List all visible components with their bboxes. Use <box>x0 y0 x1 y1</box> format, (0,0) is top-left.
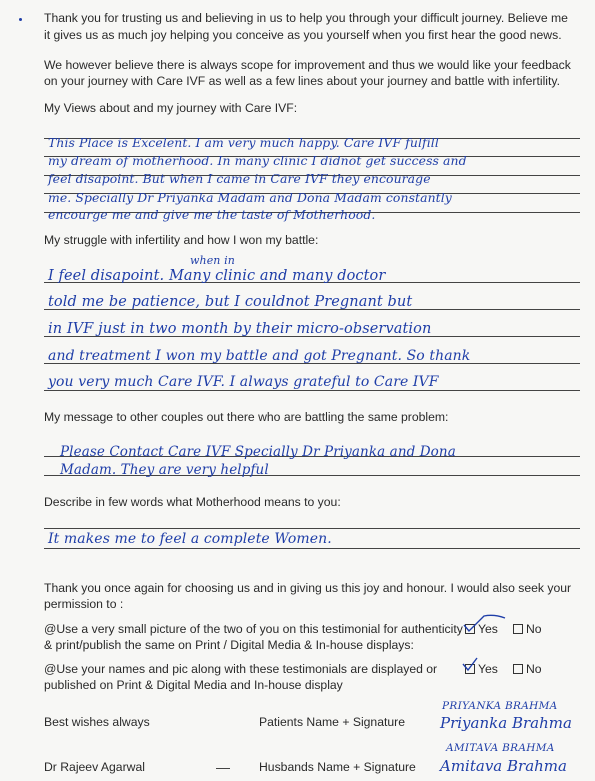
check-mark-icon <box>460 612 508 634</box>
views-answer-line-3: feel disapoint. But when I came in Care IVF they encourage <box>48 171 431 186</box>
consent-names-yes-label: Yes <box>478 662 498 676</box>
views-answer-line-2: my dream of motherhood. In many clinic I didnot get success and <box>48 153 467 168</box>
message-answer-line-1: Please Contact Care IVF Specially Dr Priyanka and Dona <box>60 444 456 460</box>
question-motherhood-label: Describe in few words what Motherhood means to you: <box>44 495 341 509</box>
husbands-signature-label: Husbands Name + Signature <box>259 760 416 774</box>
answer-line <box>44 548 580 549</box>
question-struggle-label: My struggle with infertility and how I won my battle: <box>44 233 319 247</box>
message-answer-line-2: Madam. They are very helpful <box>60 462 269 478</box>
struggle-answer-line-5: you very much Care IVF. I always grateful to Care IVF <box>48 374 439 390</box>
intro-line-4: on your journey with Care IVF as well as a few lines about your journey and battle with infertility. <box>44 74 560 88</box>
best-wishes-label: Best wishes always <box>44 715 150 729</box>
question-message-label: My message to other couples out there who are battling the same problem: <box>44 410 449 424</box>
intro-line-1: Thank you for trusting us and believing in us to help you through your difficult journey. Believe me <box>44 11 568 25</box>
patients-signature-label: Patients Name + Signature <box>259 715 405 729</box>
closing-line-2: permission to : <box>44 597 124 611</box>
struggle-answer-line-3: in IVF just in two month by their micro-observation <box>48 321 432 337</box>
patient-signature: Priyanka Brahma <box>440 714 572 732</box>
views-answer-line-5: encourge me and give me the taste of Motherhood. <box>48 207 376 222</box>
intro-line-3: We however believe there is always scope for improvement and thus we would like your feedback <box>44 58 571 72</box>
struggle-answer-line-1: I feel disapoint. Many clinic and many doctor <box>48 268 386 284</box>
views-answer-line-4: me. Specially Dr Priyanka Madam and Dona Madam constantly <box>48 190 452 205</box>
checkbox-no[interactable] <box>513 624 523 634</box>
answer-line <box>44 528 580 529</box>
views-answer-line-1: This Place is Excelent. I am very much happy. Care IVF fulfill <box>48 135 439 150</box>
husband-printed-name: AMITAVA BRAHMA <box>446 742 555 754</box>
consent-names-line-1: @Use your names and pic along with these testimonials are displayed or <box>44 662 438 676</box>
checkbox-no[interactable] <box>513 664 523 674</box>
check-mark-icon <box>460 655 480 675</box>
motherhood-answer: It makes me to feel a complete Women. <box>48 531 332 547</box>
dash-divider <box>216 768 230 769</box>
question-views-label: My Views about and my journey with Care IVF: <box>44 101 298 115</box>
consent-photo-no[interactable] <box>513 622 542 637</box>
consent-names-line-2: published on Print & Digital Media and In-house display <box>44 678 343 692</box>
consent-photo-line-2: & print/publish the same on Print / Digital Media & In-house displays: <box>44 638 414 652</box>
consent-names-no-label: No <box>526 662 542 676</box>
consent-photo-yes-label: Yes <box>478 622 498 636</box>
consent-photo-no-label: No <box>526 622 542 636</box>
struggle-answer-line-4: and treatment I won my battle and got Pregnant. So thank <box>48 348 471 364</box>
husband-signature: Amitava Brahma <box>440 757 567 775</box>
struggle-answer-line-2: told me be patience, but I couldnot Pregnant but <box>48 294 413 310</box>
answer-line <box>44 390 580 391</box>
consent-photo-line-1: @Use a very small picture of the two of you on this testimonial for authenticity <box>44 622 463 636</box>
struggle-answer-insert: when in <box>190 254 235 267</box>
corner-mark <box>19 18 22 21</box>
doctor-name: Dr Rajeev Agarwal <box>44 760 145 774</box>
consent-names-no[interactable] <box>513 662 542 677</box>
closing-line-1: Thank you once again for choosing us and in giving us this joy and honour. I would also seek your <box>44 581 572 595</box>
patient-printed-name: PRIYANKA BRAHMA <box>442 700 558 712</box>
intro-line-2: it gives us as much joy helping you conceive as you yourself when you first hear the good news. <box>44 28 562 42</box>
